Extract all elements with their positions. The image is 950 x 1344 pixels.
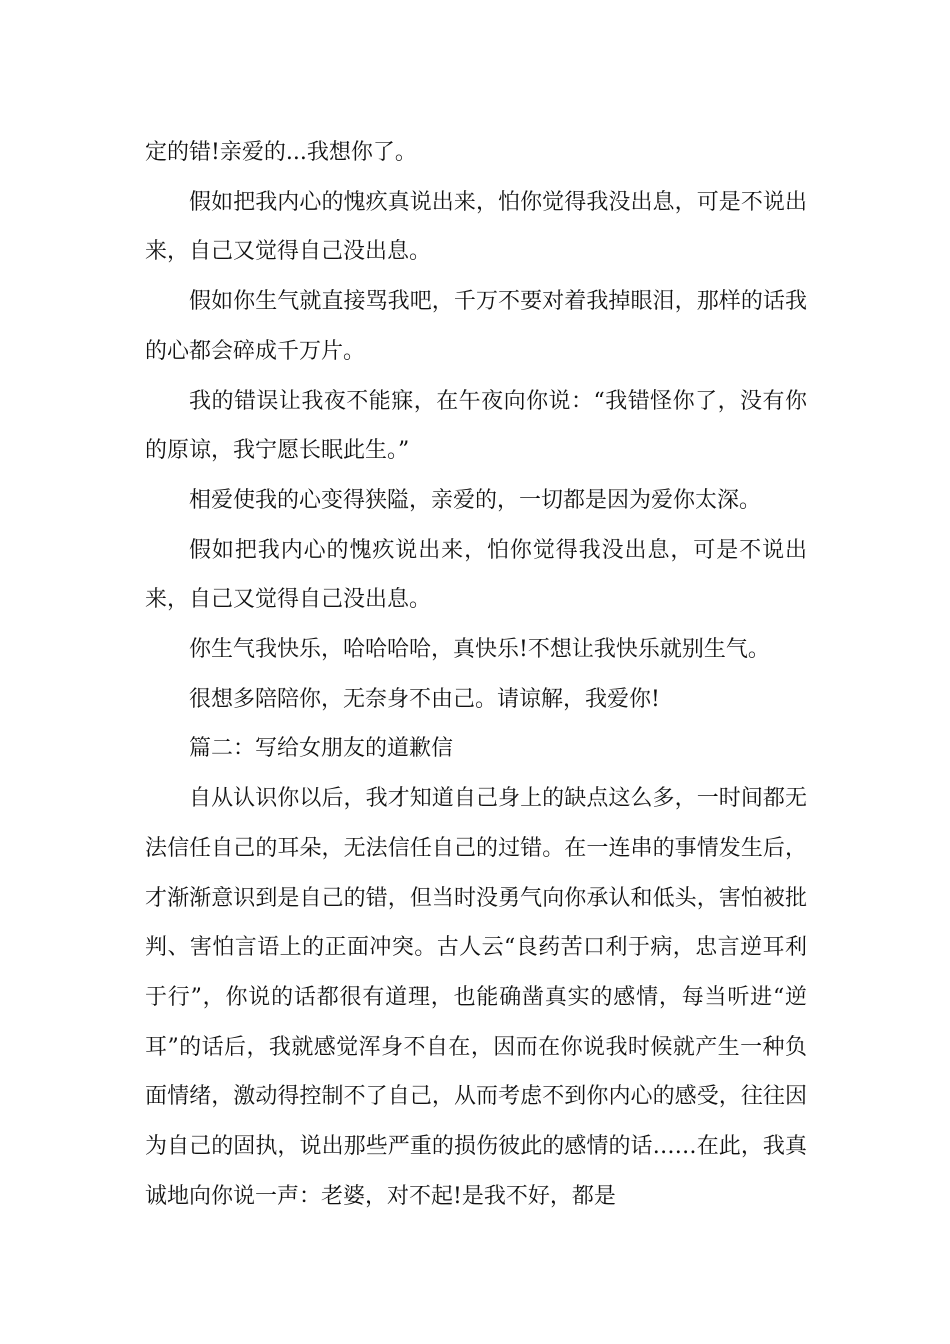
paragraph: 相爱使我的心变得狭隘，亲爱的，一切都是因为爱你太深。: [189, 487, 762, 513]
section-heading: 篇二：写给女朋友的道歉信: [189, 736, 454, 762]
paragraph: 假如把我内心的愧疚真说出来，怕你觉得我没出息，可是不说出来，自己又觉得自己没出息。: [145, 189, 807, 265]
paragraph: 我的错误让我夜不能寐，在午夜向你说：“我错怪你了，没有你的原谅，我宁愿长眠此生。”: [145, 388, 807, 464]
paragraph: 自从认识你以后，我才知道自己身上的缺点这么多，一时间都无法信任自己的耳朵，无法信任自己的过错。在一连串的事情发生后，才渐渐意识到是自己的错，但当时没勇气向你承认和低头，害怕被批判、害怕言语上的正面冲突。古人云“良药苦口利于病，忠言逆耳利于行”，你说的话都很有道理，也能确凿真实的感情，每当听进“逆耳”的话后，我就感觉浑身不自在，因而在你说我时候就产生一种负面情绪，激动得控制不了自己，从而考虑不到你内心的感受，往往因为自己的固执，说出那些严重的损伤彼此的感情的话……在此，我真诚地向你说一声：老婆，对不起!是我不好，都是: [145, 786, 807, 1209]
paragraph-continuation: 定的错!亲爱的...我想你了。: [145, 140, 417, 165]
paragraph: 你生气我快乐，哈哈哈哈，真快乐!不想让我快乐就别生气。: [189, 637, 770, 663]
paragraph: 假如把我内心的愧疚说出来，怕你觉得我没出息，可是不说出来，自己又觉得自己没出息。: [145, 537, 807, 613]
paragraph: 很想多陪陪你，无奈身不由己。请谅解，我爱你!: [189, 686, 660, 712]
document-body: [145, 128, 807, 1221]
paragraph: 假如你生气就直接骂我吧，千万不要对着我掉眼泪，那样的话我的心都会碎成千万片。: [145, 289, 807, 364]
